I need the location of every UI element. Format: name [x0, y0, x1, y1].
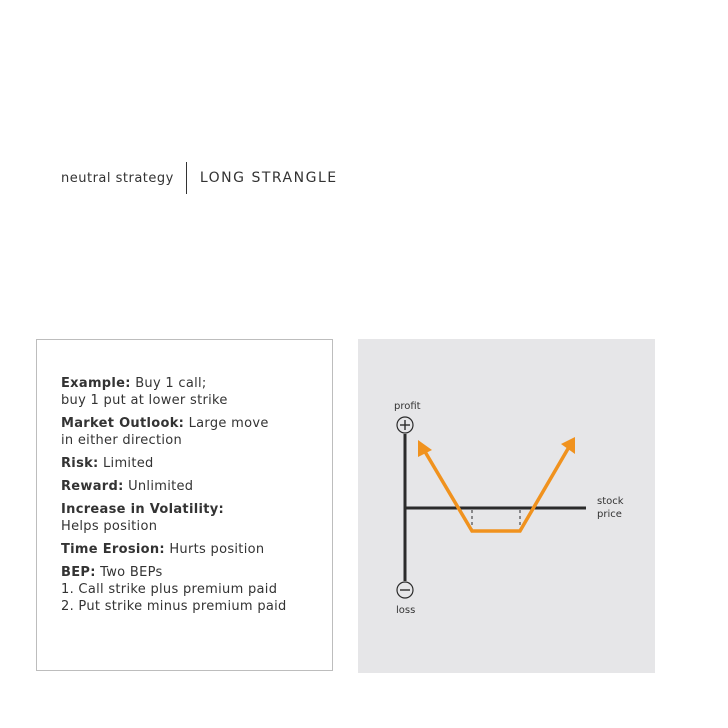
volatility-label: Increase in Volatility:: [61, 502, 224, 517]
volatility-value: Helps position: [61, 519, 158, 534]
risk-label: Risk:: [61, 456, 99, 471]
outlook-line2: in either direction: [61, 433, 183, 448]
reward-value: Unlimited: [128, 479, 194, 494]
example-line1: Buy 1 call;: [135, 376, 207, 391]
volatility-item: [61, 501, 287, 535]
reward-label: Reward:: [61, 479, 124, 494]
example-item: [61, 375, 287, 409]
erosion-item: [61, 541, 287, 558]
plus-icon: [397, 417, 413, 433]
payoff-diagram: [358, 339, 655, 673]
price-label: price: [597, 509, 622, 520]
bep-line2: 2. Put strike minus premium paid: [61, 599, 287, 614]
example-label: Example:: [61, 376, 131, 391]
outlook-label: Market Outlook:: [61, 416, 185, 431]
strategy-info-box: [36, 339, 333, 671]
bep-item: [61, 564, 287, 615]
header-divider: [186, 162, 187, 194]
strategy-title: LONG STRANGLE: [199, 170, 338, 186]
strategy-category: neutral strategy: [61, 170, 174, 186]
profit-label: profit: [394, 401, 421, 412]
strategy-info-content: [61, 375, 287, 621]
reward-item: [61, 478, 287, 495]
minus-icon: [397, 582, 413, 598]
bep-value: Two BEPs: [100, 565, 163, 580]
risk-value: Limited: [103, 456, 154, 471]
erosion-label: Time Erosion:: [61, 542, 165, 557]
payoff-diagram-panel: [358, 339, 655, 673]
erosion-value: Hurts position: [169, 542, 265, 557]
bep-label: BEP:: [61, 565, 96, 580]
risk-item: [61, 455, 287, 472]
example-line2: buy 1 put at lower strike: [61, 393, 228, 408]
stock-label: stock: [597, 496, 624, 507]
strategy-header: [61, 162, 338, 194]
payoff-line: [424, 447, 569, 531]
outlook-line1: Large move: [188, 416, 269, 431]
loss-label: loss: [396, 605, 416, 616]
bep-line1: 1. Call strike plus premium paid: [61, 582, 278, 597]
outlook-item: [61, 415, 287, 449]
